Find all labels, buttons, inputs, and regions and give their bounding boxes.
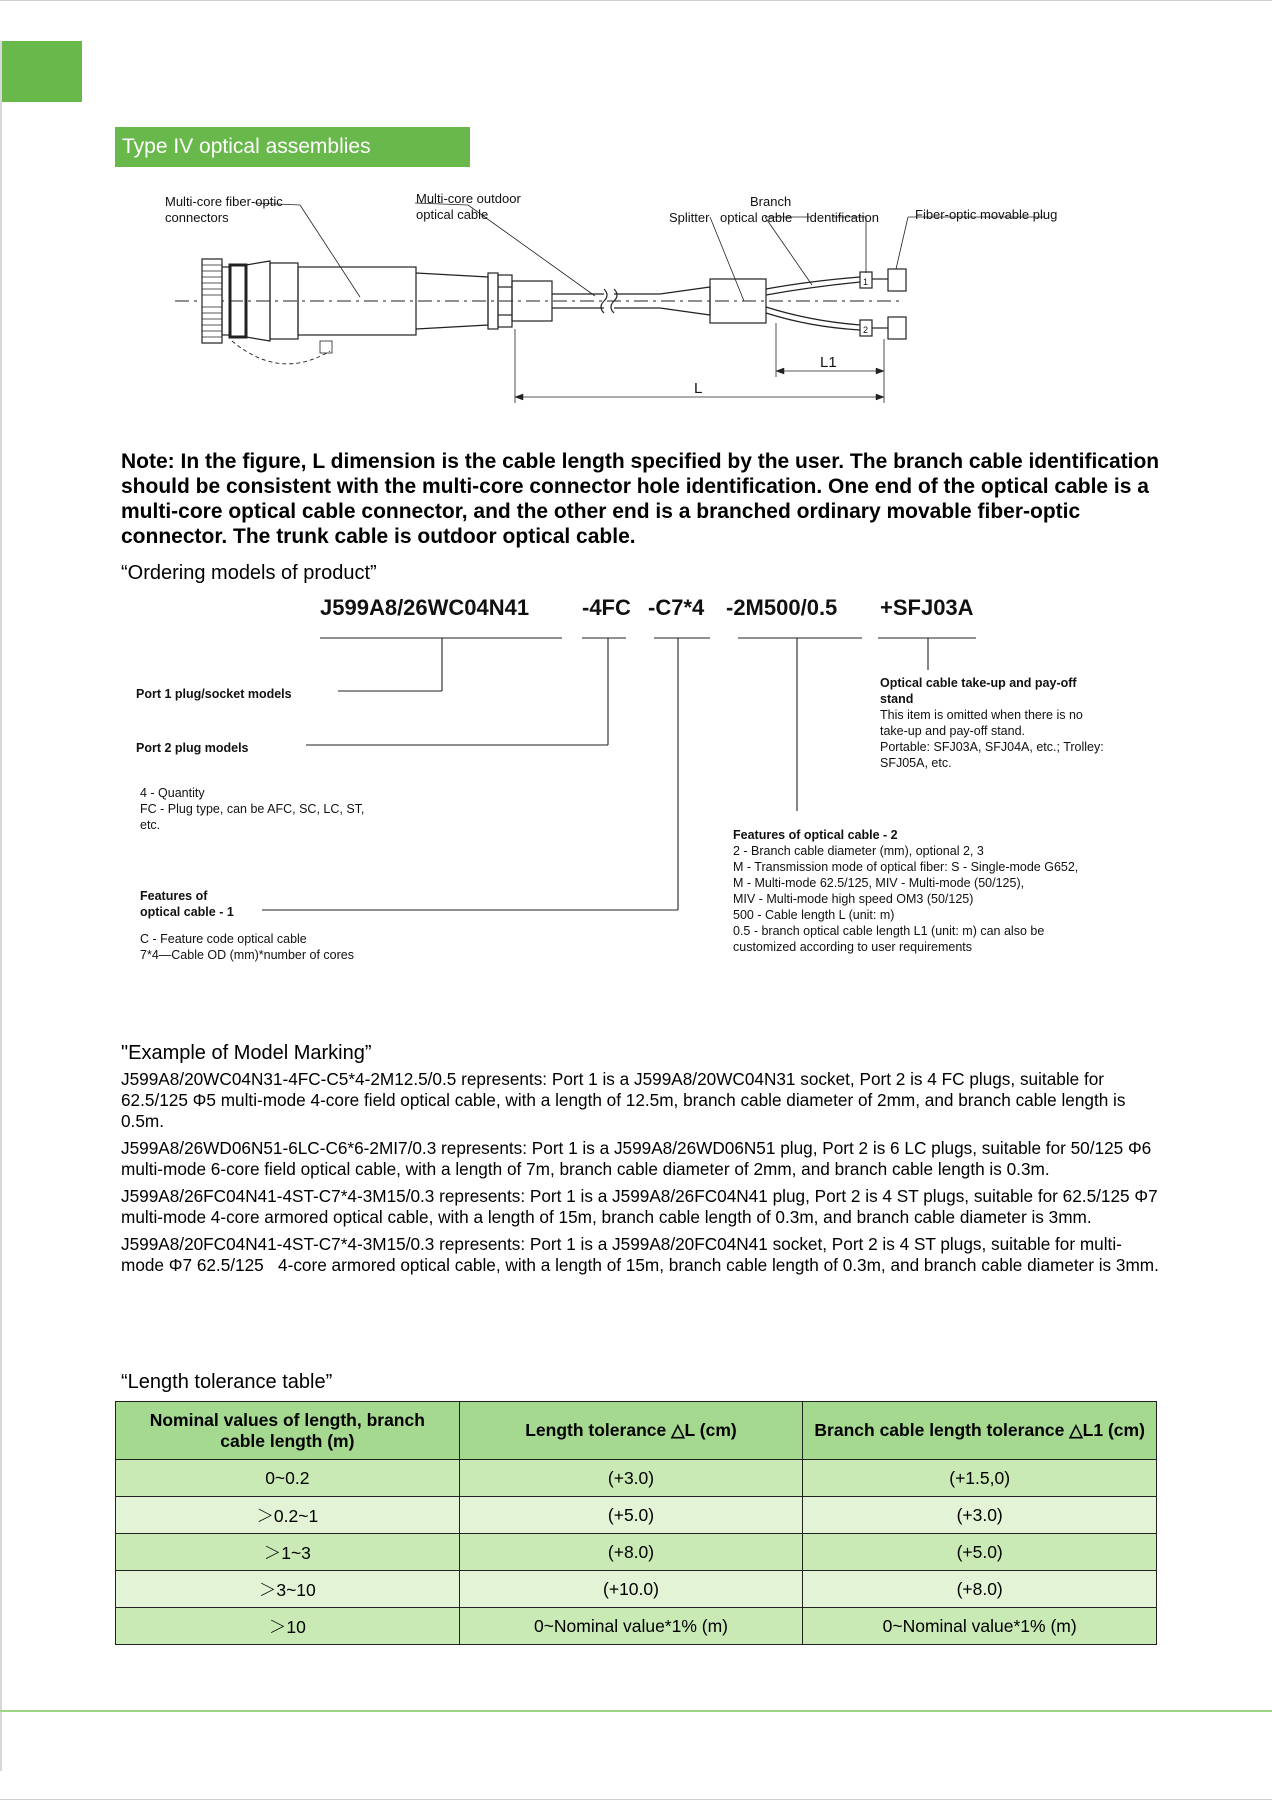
label-outdoor-2: optical cable [416,207,489,222]
label-outdoor-1: Multi-core outdoor [416,191,521,206]
table-header-cell: Length tolerance △L (cm) [459,1402,803,1460]
table-row [116,1460,1157,1497]
feat1-title-1: Features of [140,889,208,903]
table-row [116,1571,1157,1608]
corner-tab [0,41,82,102]
table-row [116,1608,1157,1645]
table-cell: ＞0.2~1 [116,1497,460,1534]
table-cell: (+3.0) [803,1497,1157,1534]
table-cell: ＞3~10 [116,1571,460,1608]
table-cell: 0~0.2 [116,1460,460,1497]
feat2-line-1: 2 - Branch cable diameter (mm), optional 2, 3 [733,844,984,858]
label-L: L [694,380,703,397]
table-cell: (+8.0) [459,1534,803,1571]
example-item: J599A8/20WC04N31-4FC-C5*4-2M12.5/0.5 represents: Port 1 is a J599A8/20WC04N31 socket, Port 2 is 4 FC plugs, suitable for 62.5/125 Φ5 multi-mode 4-core field optical cable, with a length of 12.5m, branch cable diameter of 2mm, and branch cable length is 0.5m. [121,1069,1126,1131]
label-connectors-2: connectors [165,210,229,225]
stand-line-4: SFJ05A, etc. [880,756,952,770]
feat2-line-4: MIV - Multi-mode high speed OM3 (50/125) [733,892,974,906]
label-connectors-1: Multi-core fiber-optic [165,194,283,209]
ordering-heading: “Ordering models of product” [121,562,377,584]
table-cell: 0~Nominal value*1% (m) [459,1608,803,1645]
example-item: J599A8/20FC04N41-4ST-C7*4-3M15/0.3 represents: Port 1 is a J599A8/20FC04N41 socket, Port 2 is 4 ST plugs, suitable for multi-mode Φ7 62.5/125 4-core armored optical cable, with a length of 15m, branch cable length of 0.3m, and branch cable diameter is 3mm. [121,1234,1159,1275]
table-cell: (+10.0) [459,1571,803,1608]
table-cell: ＞1~3 [116,1534,460,1571]
table-cell: 0~Nominal value*1% (m) [803,1608,1157,1645]
model-part-port2: -4FC [582,595,631,620]
model-part-stand: +SFJ03A [880,595,974,620]
examples-heading: "Example of Model Marking” [121,1042,372,1064]
quantity-line-3: etc. [140,818,161,832]
table-cell: (+3.0) [459,1460,803,1497]
footer-divider [0,1710,1272,1712]
label-branch-1: Branch [750,194,792,209]
table-header-row [116,1402,1157,1460]
label-plug: Fiber-optic movable plug [915,207,1058,222]
table-cell: (+8.0) [803,1571,1157,1608]
table-row [116,1497,1157,1534]
label-id-1: 1 [863,277,869,287]
example-item: J599A8/26FC04N41-4ST-C7*4-3M15/0.3 represents: Port 1 is a J599A8/26FC04N41 plug, Port 2 is 4 ST plugs, suitable for 62.5/125 Φ7 multi-mode 4-core armored optical cable, with a length of 15m, branch cable length of 0.3m, and branch cable diameter is 3mm. [121,1186,1158,1227]
feat1-line-2: 7*4—Cable OD (mm)*number of cores [140,948,354,962]
stand-line-2: take-up and pay-off stand. [880,724,1026,738]
feat2-title: Features of optical cable - 2 [733,828,898,842]
label-identification: Identification [806,210,879,225]
feat2-line-6: 0.5 - branch optical cable length L1 (unit: m) can also be [733,924,1045,938]
port2-label: Port 2 plug models [136,741,249,755]
table-header-cell: Nominal values of length, branch cable length (m) [116,1402,460,1460]
model-part-feat1: -C7*4 [648,595,705,620]
section-title: Type IV optical assemblies [115,127,470,167]
label-id-2: 2 [863,325,869,335]
stand-line-3: Portable: SFJ03A, SFJ04A, etc.; Trolley: [880,740,1104,754]
example-item: J599A8/26WD06N51-6LC-C6*6-2MI7/0.3 represents: Port 1 is a J599A8/26WD06N51 plug, Port 2 is 6 LC plugs, suitable for 50/125 Φ6 multi-mode 6-core field optical cable, with a length of 7m, branch cable diameter of 2mm, and branch cable length is 0.3m. [121,1138,1152,1179]
table-cell: ＞10 [116,1608,460,1645]
feat2-line-2: M - Transmission mode of optical fiber: S - Single-mode G652, [733,860,1079,874]
ordering-model-diagram [120,586,1170,971]
feat2-line-3: M - Multi-mode 62.5/125, MIV - Multi-mode (50/125), [733,876,1025,890]
model-part-feat2: -2M500/0.5 [726,595,838,620]
port1-label: Port 1 plug/socket models [136,687,292,701]
stand-title-2: stand [880,692,914,706]
feat1-line-1: C - Feature code optical cable [140,932,307,946]
label-branch-2: optical cable [720,210,793,225]
quantity-line-2: FC - Plug type, can be AFC, SC, LC, ST, [140,802,365,816]
assembly-diagram [120,181,1100,421]
tolerance-heading: “Length tolerance table” [121,1371,333,1393]
left-margin-line [0,41,2,1771]
label-L1: L1 [820,354,837,371]
note-paragraph: Note: In the figure, L dimension is the cable length specified by the user. The branch cable identification should be consistent with the multi-core connector hole identification. One end of the optical cable is a multi-core optical cable connector, and the other end is a branched ordinary movable fiber-optic connector. The trunk cable is outdoor optical cable. [121,450,1160,548]
feat2-line-5: 500 - Cable length L (unit: m) [733,908,895,922]
stand-title-1: Optical cable take-up and pay-off [880,676,1077,690]
length-tolerance-table [115,1401,1157,1645]
table-cell: (+5.0) [803,1534,1157,1571]
label-splitter: Splitter [669,210,710,225]
table-row [116,1534,1157,1571]
model-part-port1: J599A8/26WC04N41 [320,595,530,620]
feat2-line-7: customized according to user requirements [733,940,973,954]
table-header-cell: Branch cable length tolerance △L1 (cm) [803,1402,1157,1460]
stand-line-1: This item is omitted when there is no [880,708,1083,722]
examples-list [121,1069,1161,1282]
feat1-title-2: optical cable - 1 [140,905,234,919]
table-cell: (+1.5,0) [803,1460,1157,1497]
quantity-line-1: 4 - Quantity [140,786,205,800]
table-cell: (+5.0) [459,1497,803,1534]
